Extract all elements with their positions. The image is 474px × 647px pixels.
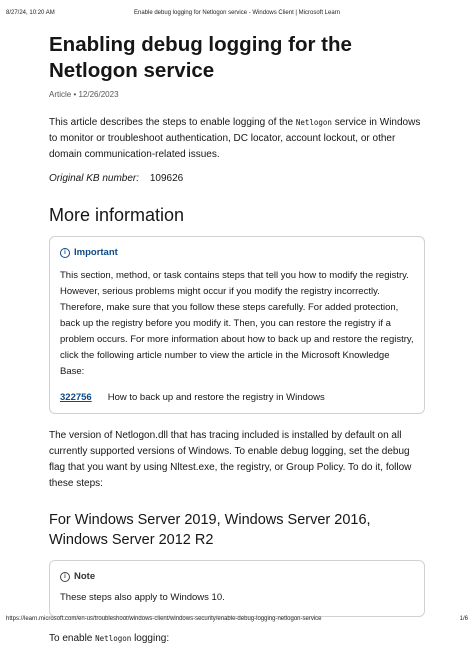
print-url: https://learn.microsoft.com/en-us/troubleshoot/windows-client/windows-security/enable-debug-logging-netlogon-service	[6, 616, 322, 622]
kb-article-title: How to back up and restore the registry in Windows	[107, 392, 325, 403]
print-footer	[6, 616, 468, 622]
note-label: Note	[74, 571, 96, 582]
server-section-heading: For Windows Server 2019, Windows Server 2016, Windows Server 2012 R2	[49, 512, 371, 548]
kb-label: Original KB number:	[49, 173, 140, 184]
article-title: Enabling debug logging for the Netlogon service	[49, 33, 352, 82]
enable-logging-line	[49, 631, 425, 647]
kb-article-link[interactable]: 322756	[60, 392, 92, 403]
kb-link-row	[60, 392, 414, 403]
kb-number-row	[49, 173, 425, 184]
note-callout	[49, 560, 425, 617]
print-header	[6, 10, 468, 16]
enable-text-after: logging:	[134, 633, 170, 644]
print-datetime: 8/27/24, 10:20 AM	[6, 10, 55, 16]
important-label: Important	[74, 247, 118, 258]
print-page-number: 1/6	[459, 616, 468, 622]
kb-value: 109626	[149, 173, 184, 184]
tracing-paragraph: The version of Netlogon.dll that has tracing included is installed by default on all currently supported versions of Windows. To enable debug logging, set the debug flag that you want by using Nltest.exe, the registry, or Group Policy. To do it, follow these steps:	[49, 430, 412, 489]
article-content	[49, 32, 425, 647]
enable-code: Netlogon	[95, 634, 132, 643]
note-body: These steps also apply to Windows 10.	[60, 592, 225, 603]
intro-text-before: This article describes the steps to enable logging of the	[49, 117, 294, 128]
important-body: This section, method, or task contains steps that tell you how to modify the registry. However, serious problems might occur if you modify the registry incorrectly. Therefore, make sure that you follow these steps carefully. For added protection, back up the registry before you modify it. Then, you can restore the registry if a problem occurs. For more information about how to back up and restore the registry, click the following article number to view the article in the Microsoft Knowledge Base:	[60, 270, 414, 377]
article-intro	[49, 115, 425, 163]
important-callout	[49, 236, 425, 414]
note-icon: i	[60, 572, 70, 582]
intro-text-after: service in Windows to monitor or troubleshoot authentication, DC locator, account lockout, or other domain communication-related issues.	[49, 117, 421, 160]
note-header	[60, 571, 414, 582]
article-meta: Article • 12/26/2023	[49, 90, 119, 99]
important-header	[60, 247, 414, 258]
enable-text-before: To enable	[49, 633, 93, 644]
print-page-title: Enable debug logging for Netlogon service - Windows Client | Microsoft Learn	[134, 10, 340, 16]
more-info-heading: More information	[49, 205, 185, 225]
info-icon: i	[60, 248, 70, 258]
intro-code: Netlogon	[295, 118, 332, 127]
